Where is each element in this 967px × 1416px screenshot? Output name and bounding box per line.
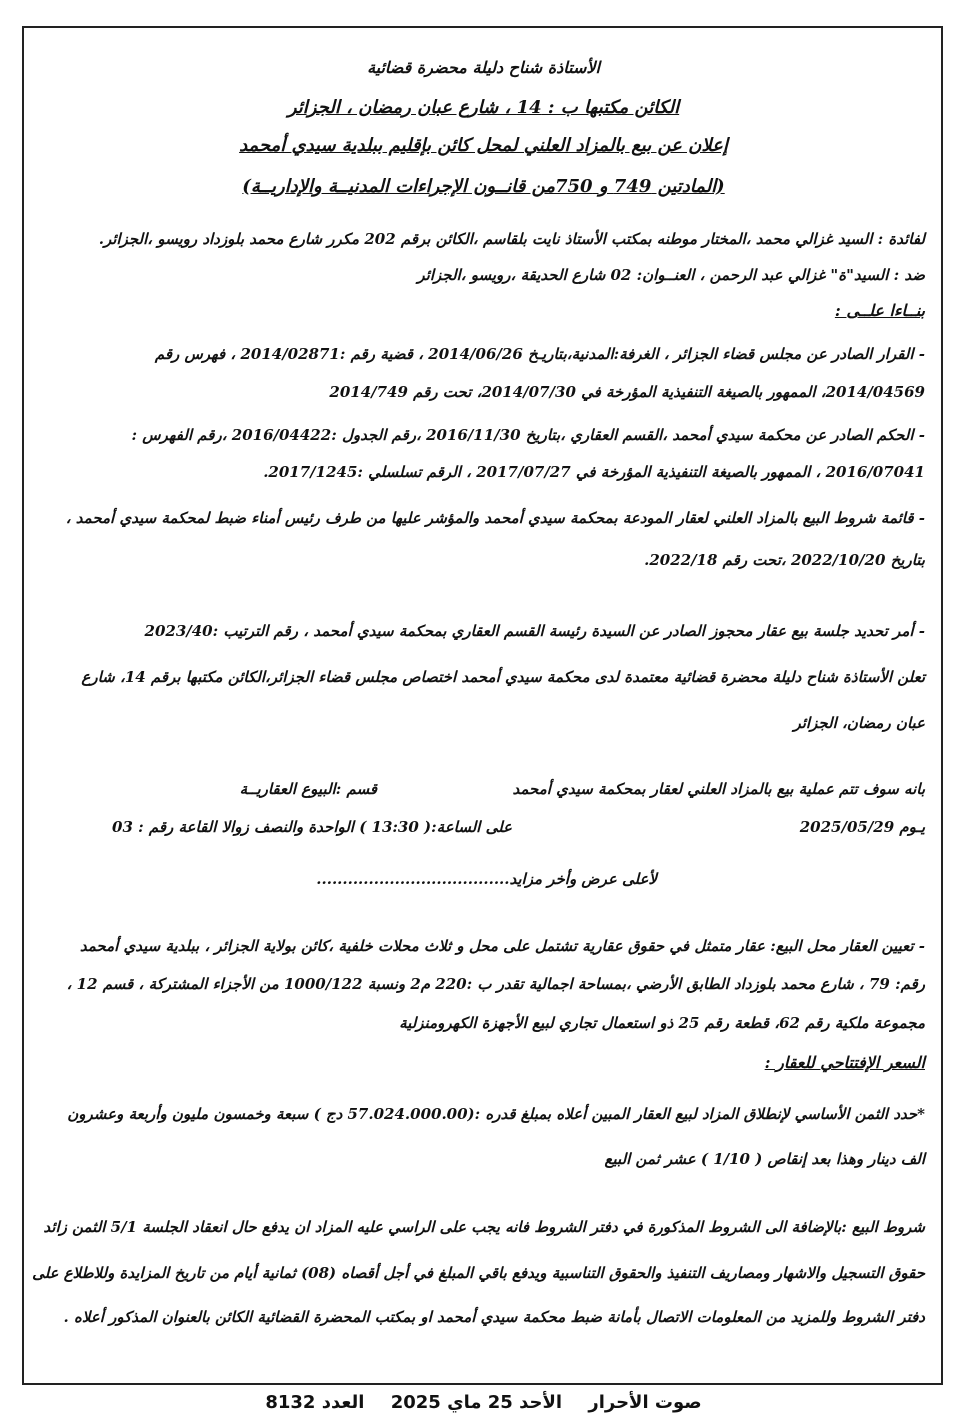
conditions-line-1: شروط البيع :بالإضافة الى الشروط المذكورة في دفتر الشروط فانه يجب على الراسي عليه المزاد ان يدفع حال انعقاد الجلسة 5/1 الثمن زائد xyxy=(43,1218,925,1236)
highest-bidder: لأعلى عرض وأخر مزايد..................................... xyxy=(316,870,657,888)
notice-line-1: تعلن الأستاذة شناح دليلة محضرة قضائية معتمدة لدى محكمة سيدي أمحمد اختصاص مجلس قضاء الجزائر،الكائن مكتبها برقم 14، شارع xyxy=(81,668,925,686)
issue-date: الأحد 25 ماي 2025 xyxy=(390,1392,563,1413)
basis-item-1-line-1: - القرار الصادر عن مجلس قضاء الجزائر ، الغرفة:المدنية،بتاريـخ 2014/06/26 ، قضية رقم :2014/02871 ، فهرس رقم xyxy=(154,345,925,363)
beneficiary-line: لفائدة : السيد غزالي محمد ،المختار موطنه بمكتب الأستاذ نايت بلقاسم ،الكائن برقم 202 مكرر شارع محمد بلوزداد رويسو ،الجزائر. xyxy=(98,230,925,248)
property-line-3: مجموعة ملكية رقم 62، قطعة رقم 25 ذو استعمال تجاري لبيع الأجهزة الكهرومنزلية xyxy=(399,1014,925,1032)
against-line: ضد : السيد"ة" غزالي عبد الرحمن ، العنــوان: 02 شارع الحديقة ،رويسو ،الجزائر xyxy=(417,266,925,284)
conditions-line-3: دفتر الشروط وللمزيد من المعلومات الاتصال بأمانة ضبط محكمة سيدي أمحمد او بمكتب المحضرة القضائية الكائن بالعنوان المذكور أعلاه . xyxy=(63,1308,925,1326)
basis-heading: بنــاءا علــى : xyxy=(834,301,925,320)
property-line-1: - تعيين العقار محل البيع: عقار متمثل في حقوق عقارية تشتمل على محل و ثلاث محلات خلفية ،كائن بولاية الجزائر ، ببلدية سيدي أمحمد xyxy=(79,937,925,955)
basis-item-3-line-2: بتاريخ 2022/10/20 ،تحت رقم 2022/18. xyxy=(644,551,925,569)
office-name: الأستاذة شناح دليلة محضرة قضائية xyxy=(367,58,600,77)
price-line-1: *حدد الثمن الأساسي لإنطلاق المزاد لبيع العقار المبين أعلاه بمبلغ قدره :(57.024.000.00 دج ) سبعة وخمسون مليون وأربعة وعشرون xyxy=(67,1105,925,1123)
sale-day: يـوم 2025/05/29 xyxy=(799,818,925,836)
basis-item-2-line-1: - الحكم الصادر عن محكمة سيدي أمحمد ،القسم العقاري ،بتاريخ 2016/11/30 ،رقم الجدول :2016/04422 ،رقم الفهرس : xyxy=(131,426,925,444)
basis-item-3-line-1: - قائمة شروط البيع بالمزاد العلني لعقار المودعة بمحكمة سيدي أمحمد والمؤشر عليها من طرف رئيس أمناء ضبط لمحكمة سيدي أمحمد ، xyxy=(65,509,925,527)
newspaper-name: صوت الأحرار xyxy=(588,1392,702,1413)
basis-item-2-line-2: 2016/07041 ، الممهور بالصيغة التنفيذية المؤرخة في 2017/07/27 ، الرقم تسلسلي :2017/1245. xyxy=(263,463,925,481)
announcement-title: إعلان عن بيع بالمزاد العلني لمحل كائن بإقليم ببلدية سيدي أمحمد xyxy=(239,135,728,156)
newspaper-footer xyxy=(0,1392,967,1413)
property-line-2: رقم: 79 ، شارع محمد بلوزداد الطابق الأرضي ،بمساحة اجمالية تقدر ب :220 م2 ونسبة 1000/122 من الأجزاء المشتركة ، قسم 12 ، xyxy=(66,975,925,993)
legal-basis: (المادتين 749 و 750من قانــون الإجراءات المدنيــة والإداريــة) xyxy=(242,176,725,197)
sale-statement: بانه سوف تتم عملية بيع بالمزاد العلني لعقار بمحكمة سيدي أمحمد xyxy=(512,780,925,798)
sale-time: على الساعة:( 13:30 ) الواحدة والنصف زوالا القاعة رقم : 03 xyxy=(112,818,512,836)
notice-line-2: عبان رمضان، الجزائر xyxy=(793,714,925,732)
price-heading: السعر الإفتتاحي للعقار : xyxy=(764,1053,925,1072)
issue-number: العدد 8132 xyxy=(265,1392,365,1413)
conditions-line-2: حقوق التسجيل والاشهار ومصاريف التنفيذ والحقوق التناسبية ويدفع باقي المبلغ في أجل أقصاه (08) ثمانية أيام من تاريخ المزايدة وللاطلاع على xyxy=(32,1264,925,1282)
price-line-2: الف دينار وهذا بعد إنقاص ( 1/10 ) عشر ثمن البيع xyxy=(604,1150,925,1168)
basis-item-1-line-2: 2014/04569، الممهور بالصيغة التنفيذية المؤرخة في 2014/07/30، تحت رقم 2014/749 xyxy=(329,383,925,401)
sale-section: قسم :البيوع العقاريــة xyxy=(239,780,377,798)
office-address: الكائن مكتبها ب : 14 ، شارع عبان رمضان ، الجزائر xyxy=(287,97,680,118)
basis-item-4: - أمر تحديد جلسة بيع عقار محجوز الصادر عن السيدة رئيسة القسم العقاري بمحكمة سيدي أمحمد ، رقم الترتيب :2023/40 xyxy=(144,622,925,640)
